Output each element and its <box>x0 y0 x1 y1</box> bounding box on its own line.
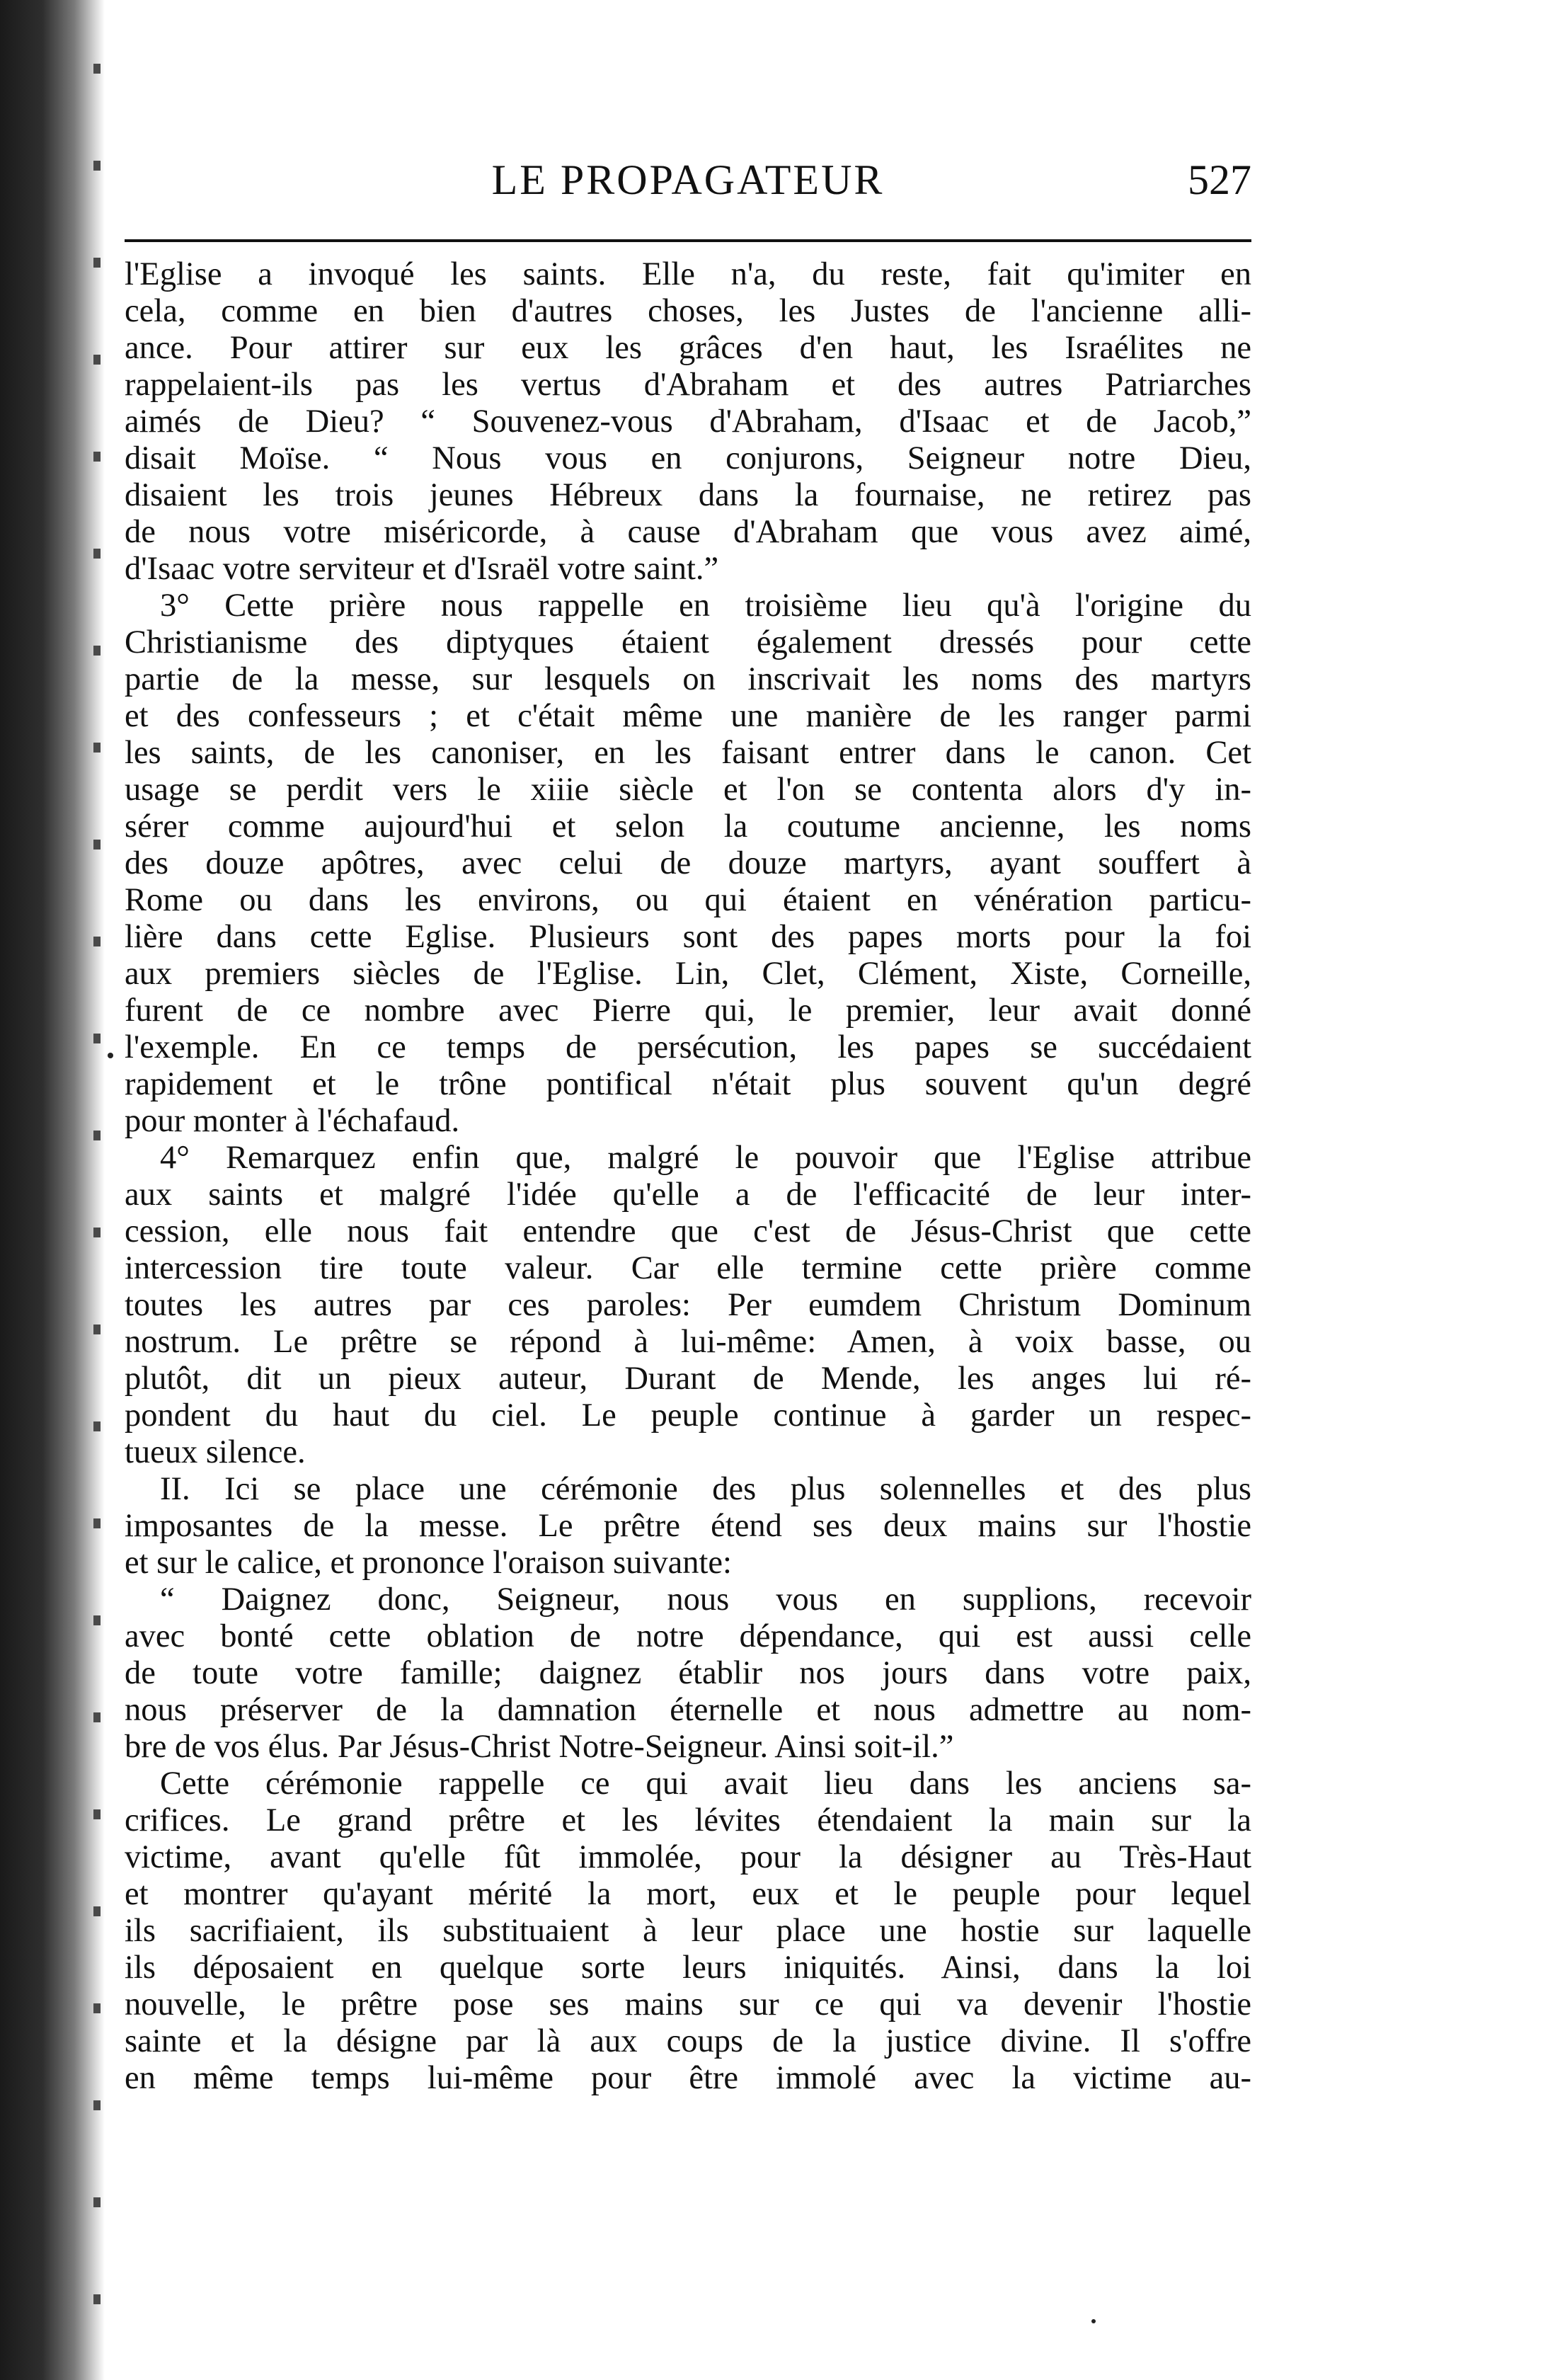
ink-speck <box>1091 2319 1096 2323</box>
text-line: de toute votre famille; daignez établir nos jours dans votre paix, <box>125 1655 1251 1691</box>
text-line: sainte et la désigne par là aux coups de la justice divine. Il s'offre <box>125 2023 1251 2059</box>
body-text <box>125 256 1251 2097</box>
text-line: disait Moïse. “ Nous vous en conjurons, Seigneur notre Dieu, <box>125 440 1251 476</box>
text-line: en même temps lui-même pour être immolé avec la victime au- <box>125 2060 1251 2096</box>
text-line: victime, avant qu'elle fût immolée, pour la désigner au Très-Haut <box>125 1839 1251 1875</box>
gutter-speck <box>93 1421 101 1431</box>
text-line: des douze apôtres, avec celui de douze martyrs, ayant souffert à <box>125 845 1251 881</box>
text-line: l'exemple. En ce temps de persécution, les papes se succédaient <box>125 1029 1251 1065</box>
text-line: Christianisme des diptyques étaient également dressés pour cette <box>125 624 1251 660</box>
gutter-speck <box>93 355 101 365</box>
header-rule <box>125 239 1251 242</box>
gutter-speck <box>93 743 101 753</box>
gutter-speck <box>93 2003 101 2013</box>
text-line: intercession tire toute valeur. Car elle termine cette prière comme <box>125 1250 1251 1286</box>
gutter-speck <box>93 1906 101 1916</box>
gutter-speck <box>93 1712 101 1722</box>
text-line: les saints, de les canoniser, en les faisant entrer dans le canon. Cet <box>125 735 1251 771</box>
text-line: ils sacrifiaient, ils substituaient à leur place une hostie sur laquelle <box>125 1913 1251 1949</box>
text-line: nouvelle, le prêtre pose ses mains sur ce qui va devenir l'hostie <box>125 1986 1251 2023</box>
gutter-speck <box>93 2197 101 2207</box>
gutter-speck <box>93 1518 101 1528</box>
text-line: l'Eglise a invoqué les saints. Elle n'a, du reste, fait qu'imiter en <box>125 256 1251 292</box>
text-line: pour monter à l'échafaud. <box>125 1103 460 1139</box>
text-line: aimés de Dieu? “ Souvenez-vous d'Abraham, d'Isaac et de Jacob,” <box>125 404 1251 440</box>
gutter-speck <box>93 1228 101 1237</box>
text-line: tueux silence. <box>125 1434 306 1470</box>
ink-speck <box>108 1053 113 1058</box>
text-line: et sur le calice, et prononce l'oraison suivante: <box>125 1545 732 1581</box>
text-line: lière dans cette Eglise. Plusieurs sont des papes morts pour la foi <box>125 919 1251 955</box>
running-title: LE PROPAGATEUR <box>491 156 885 203</box>
gutter-speck <box>93 1325 101 1334</box>
gutter-speck <box>93 1615 101 1625</box>
gutter-speck <box>93 161 101 171</box>
text-line: bre de vos élus. Par Jésus-Christ Notre-Seigneur. Ainsi soit-il.” <box>125 1729 954 1765</box>
text-line: nous préserver de la damnation éternelle et nous admettre au nom- <box>125 1692 1251 1728</box>
text-line: ance. Pour attirer sur eux les grâces d'en haut, les Israélites ne <box>125 330 1251 366</box>
text-line: cela, comme en bien d'autres choses, les Justes de l'ancienne alli- <box>125 293 1251 329</box>
text-line: et montrer qu'ayant mérité la mort, eux et le peuple pour lequel <box>125 1876 1251 1912</box>
page-number: 527 <box>1188 156 1251 203</box>
text-line: Rome ou dans les environs, ou qui étaient en vénération particu- <box>125 882 1251 918</box>
text-line: nostrum. Le prêtre se répond à lui-même: Amen, à voix basse, ou <box>125 1324 1251 1360</box>
gutter-speck <box>93 646 101 656</box>
text-line: cession, elle nous fait entendre que c'est de Jésus-Christ que cette <box>125 1213 1251 1249</box>
text-line: usage se perdit vers le xiiie siècle et l'on se contenta alors d'y in- <box>125 772 1251 808</box>
text-line: sérer comme aujourd'hui et selon la coutume ancienne, les noms <box>125 808 1251 845</box>
gutter-speck <box>93 1131 101 1140</box>
gutter-speck <box>93 1809 101 1819</box>
text-line: imposantes de la messe. Le prêtre étend ses deux mains sur l'hostie <box>125 1508 1251 1544</box>
text-line: aux premiers siècles de l'Eglise. Lin, Clet, Clément, Xiste, Corneille, <box>125 956 1251 992</box>
gutter-speck <box>93 2294 101 2304</box>
text-line: plutôt, dit un pieux auteur, Durant de Mende, les anges lui ré- <box>125 1361 1251 1397</box>
gutter-speck <box>93 258 101 268</box>
text-line: ils déposaient en quelque sorte leurs iniquités. Ainsi, dans la loi <box>125 1950 1251 1986</box>
text-line: rapidement et le trône pontifical n'était plus souvent qu'un degré <box>125 1066 1251 1102</box>
text-line: pondent du haut du ciel. Le peuple continue à garder un respec- <box>125 1397 1251 1434</box>
text-line: 3° Cette prière nous rappelle en troisième lieu qu'à l'origine du <box>160 588 1251 624</box>
gutter-speck <box>93 452 101 462</box>
text-line: “ Daignez donc, Seigneur, nous vous en supplions, recevoir <box>160 1581 1251 1618</box>
gutter-speck <box>93 937 101 946</box>
text-line: de nous votre miséricorde, à cause d'Abraham que vous avez aimé, <box>125 514 1251 550</box>
text-line: Cette cérémonie rappelle ce qui avait lieu dans les anciens sa- <box>160 1766 1251 1802</box>
gutter-speck <box>93 2100 101 2110</box>
gutter-speck <box>93 549 101 559</box>
text-line: toutes les autres par ces paroles: Per eumdem Christum Dominum <box>125 1287 1251 1323</box>
gutter-speck <box>93 840 101 849</box>
text-line: partie de la messe, sur lesquels on inscrivait les noms des martyrs <box>125 661 1251 697</box>
text-line: rappelaient-ils pas les vertus d'Abraham et des autres Patriarches <box>125 367 1251 403</box>
page-header <box>125 150 1251 214</box>
text-line: II. Ici se place une cérémonie des plus solennelles et des plus <box>160 1471 1251 1507</box>
text-line: disaient les trois jeunes Hébreux dans la fournaise, ne retirez pas <box>125 477 1251 513</box>
text-line: et des confesseurs ; et c'était même une manière de les ranger parmi <box>125 698 1251 734</box>
text-line: aux saints et malgré l'idée qu'elle a de l'efficacité de leur inter- <box>125 1177 1251 1213</box>
text-line: 4° Remarquez enfin que, malgré le pouvoir que l'Eglise attribue <box>160 1140 1251 1176</box>
text-line: crifices. Le grand prêtre et les lévites étendaient la main sur la <box>125 1802 1251 1838</box>
page-gutter-shadow <box>0 0 105 2380</box>
gutter-speck <box>93 1034 101 1043</box>
gutter-speck <box>93 64 101 74</box>
text-line: d'Isaac votre serviteur et d'Israël votre saint.” <box>125 551 719 587</box>
text-line: avec bonté cette oblation de notre dépendance, qui est aussi celle <box>125 1618 1251 1654</box>
text-line: furent de ce nombre avec Pierre qui, le premier, leur avait donné <box>125 992 1251 1029</box>
